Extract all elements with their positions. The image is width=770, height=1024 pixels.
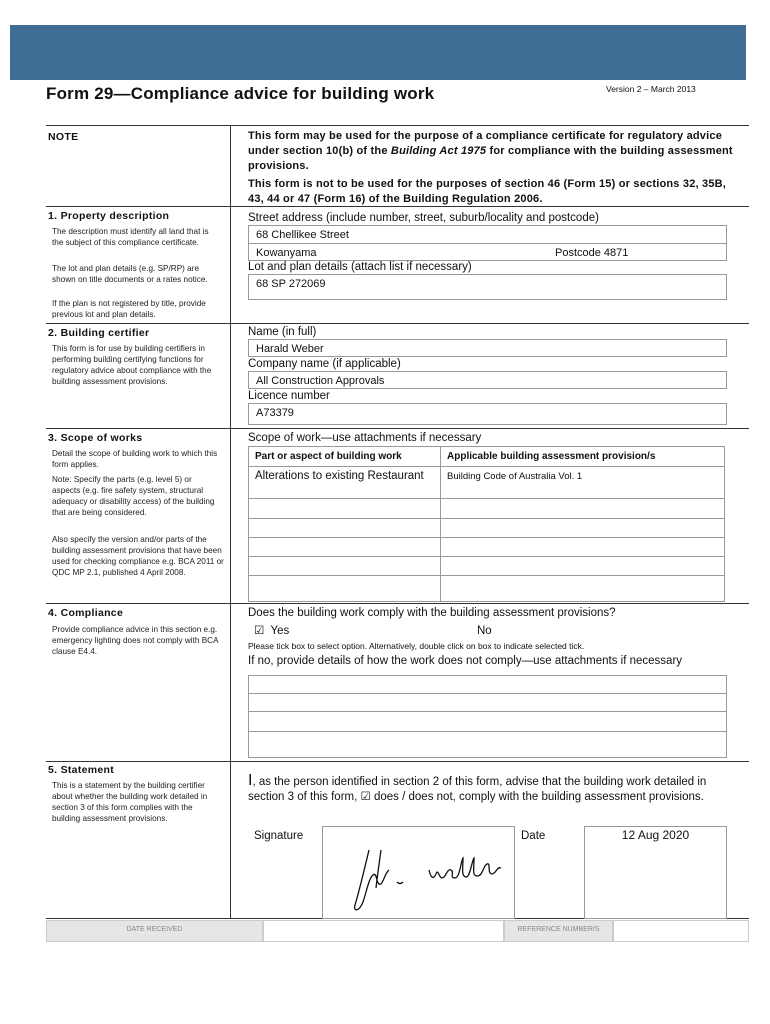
- signature-image: [329, 830, 519, 920]
- scope-col1-header: Part or aspect of building work: [248, 446, 441, 467]
- column-divider: [230, 125, 231, 919]
- scope-row4-col2[interactable]: [440, 537, 725, 557]
- street-address-label: Street address (include number, street, suburb/locality and postcode): [248, 212, 599, 224]
- details-line-1[interactable]: [248, 675, 727, 694]
- scope-row6-col1[interactable]: [248, 575, 441, 602]
- reference-number-label: REFERENCE NUMBER/S: [504, 920, 613, 942]
- note-heading: NOTE: [48, 131, 79, 143]
- header-banner: [10, 25, 746, 80]
- section2-heading: 2. Building certifier: [48, 327, 150, 339]
- name-field[interactable]: Harald Weber: [248, 339, 727, 357]
- rule-2: [46, 323, 749, 324]
- scope-row1-col1[interactable]: Alterations to existing Restaurant: [248, 466, 441, 499]
- date-received-field[interactable]: [263, 920, 504, 942]
- section4-help: Provide compliance advice in this section e.g. emergency lighting does not comply with BCA clause E4.4.: [52, 625, 219, 656]
- tick-instruction: Please tick box to select option. Alternatively, double click on box to indicate selected tick.: [248, 641, 585, 651]
- section5-heading: 5. Statement: [48, 764, 115, 776]
- section4-heading: 4. Compliance: [48, 607, 124, 619]
- company-label: Company name (if applicable): [248, 358, 401, 370]
- noncompliance-label: If no, provide details of how the work does not comply—use attachments if necessary: [248, 655, 683, 667]
- rule-4: [46, 603, 749, 604]
- scope-row1-col2[interactable]: Building Code of Australia Vol. 1: [440, 466, 725, 499]
- top-rule: [46, 125, 749, 126]
- lot-plan-label: Lot and plan details (attach list if necessary): [248, 261, 472, 273]
- section3-help-3: Also specify the version and/or parts of the building assessment provisions that have been used for checking compliance e.g. BCA 2011 or QDC MP 2.1, published 4 April 2008.: [52, 535, 224, 577]
- no-option-label[interactable]: No: [477, 625, 492, 637]
- scope-row3-col1[interactable]: [248, 518, 441, 538]
- suburb-field[interactable]: [248, 243, 727, 261]
- signature-box[interactable]: [322, 826, 515, 919]
- postcode-value: Postcode 4871: [555, 247, 629, 259]
- scope-row2-col2[interactable]: [440, 498, 725, 519]
- section1-help-1: The description must identify all land that is the subject of this compliance certificate.: [52, 227, 209, 247]
- scope-row4-col1[interactable]: [248, 537, 441, 557]
- form-title: Form 29—Compliance advice for building work: [46, 84, 435, 103]
- section2-help: This form is for use by building certifiers in performing building certifying functions for regulatory advice about compliance with the building assessment provisions.: [52, 344, 212, 386]
- section3-help-1: Detail the scope of building work to which this form applies.: [52, 449, 218, 469]
- rule-5: [46, 761, 749, 762]
- section1-help-2: The lot and plan details (e.g. SP/RP) are shown on title documents or a rates notice.: [52, 264, 208, 284]
- signature-label: Signature: [254, 830, 304, 842]
- name-label: Name (in full): [248, 326, 317, 338]
- date-label: Date: [521, 830, 546, 842]
- yes-checkbox[interactable]: ☑: [254, 625, 265, 637]
- rule-3: [46, 428, 749, 429]
- lot-plan-field[interactable]: 68 SP 272069: [248, 274, 727, 300]
- licence-field[interactable]: A73379: [248, 403, 727, 425]
- version-label: Version 2 – March 2013: [606, 84, 696, 94]
- yes-label: Yes: [270, 625, 290, 637]
- licence-label: Licence number: [248, 390, 330, 402]
- scope-row6-col2[interactable]: [440, 575, 725, 602]
- scope-label: Scope of work—use attachments if necessary: [248, 432, 482, 444]
- details-line-3[interactable]: [248, 711, 727, 732]
- scope-col2-header: Applicable building assessment provision/s: [440, 446, 725, 467]
- company-field[interactable]: All Construction Approvals: [248, 371, 727, 389]
- reference-number-field[interactable]: [613, 920, 749, 942]
- note-text-2: This form is not to be used for the purposes of section 46 (Form 15) or sections 32, 35B, 43, 44 or 47 (Form 16) of the Building Regulation 2006.: [248, 178, 727, 205]
- details-line-2[interactable]: [248, 693, 727, 712]
- scope-row5-col2[interactable]: [440, 556, 725, 576]
- section3-heading: 3. Scope of works: [48, 432, 143, 444]
- street-address-field[interactable]: 68 Chellikee Street: [248, 225, 727, 244]
- date-field[interactable]: 12 Aug 2020: [584, 826, 727, 919]
- note-text-1: This form may be used for the purpose of a compliance certificate for regulatory advice under section 10(b) of the Building Act 1975 for compliance with the building assessment provisions.: [248, 130, 733, 172]
- date-received-label: DATE RECEIVED: [46, 920, 263, 942]
- section1-heading: 1. Property description: [48, 210, 170, 222]
- yes-option[interactable]: [254, 624, 289, 638]
- scope-row3-col2[interactable]: [440, 518, 725, 538]
- compliance-question: Does the building work comply with the building assessment provisions?: [248, 607, 616, 619]
- statement-text: I, as the person identified in section 2 of this form, advise that the building work detailed in section 3 of this form, ☑ does / does not, comply with the building assessment provisions.: [248, 772, 707, 803]
- section1-help-3: If the plan is not registered by title, provide previous lot and plan details.: [52, 299, 206, 319]
- section5-help: This is a statement by the building certifier about whether the building work detailed in section 3 of this form complies with the building assessment provisions.: [52, 781, 208, 823]
- suburb-value: Kowanyama: [256, 247, 317, 259]
- details-line-4[interactable]: [248, 731, 727, 758]
- scope-row5-col1[interactable]: [248, 556, 441, 576]
- section3-help-2: Note: Specify the parts (e.g. level 5) or aspects (e.g. fire safety system, structural adequacy or disability access) of the building that are being considered.: [52, 475, 215, 517]
- scope-row2-col1[interactable]: [248, 498, 441, 519]
